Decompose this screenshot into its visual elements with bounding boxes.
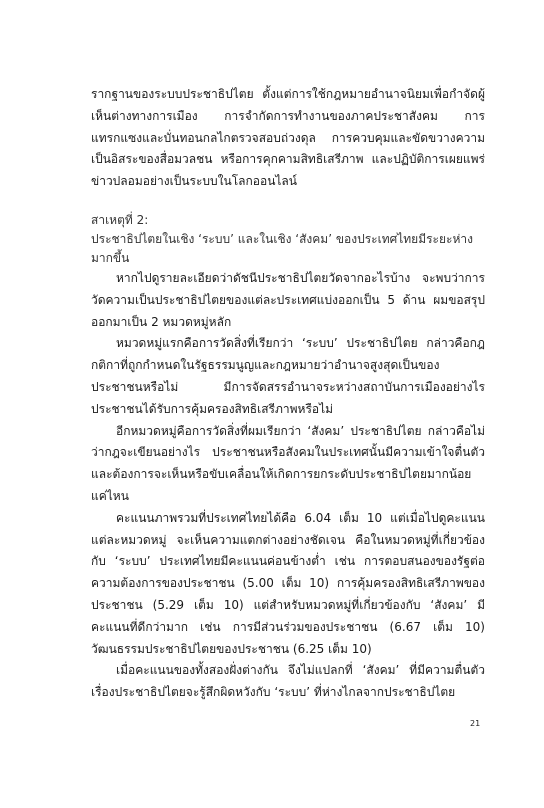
paragraph-intro: รากฐานของระบบประชาธิปไตย ตั้งแต่การใช้กฎหมายอำนาจนิยมเพื่อกำจัดผู้เห็นต่างทางการเมือง การจำกัดการทำงานของภาคประชาสังคม การแทรกแซงและบั่นทอนกลไกตรวจสอบถ่วงดุล การควบคุมและขัดขวางความเป็นอิสระของสื่อมวลชน หรือการคุกคามสิทธิเสรีภาพ และปฏิบัติการเผยแพร่ข่าวปลอมอย่างเป็นระบบในโลกออนไลน์ (91, 87, 485, 189)
section-label: สาเหตุที่ 2: (91, 212, 149, 227)
paragraph-1: หากไปดูรายละเอียดว่าดัชนีประชาธิปไตยวัดจากอะไรบ้าง จะพบว่าการวัดความเป็นประชาธิปไตยของแต่ละประเทศแบ่งออกเป็น 5 ด้าน ผมขอสรุปออกมาเป็น 2 หมวดหมู่หลัก (91, 270, 485, 329)
paragraph-3: อีกหมวดหมู่คือการวัดสิ่งที่ผมเรียกว่า ‘สังคม’ ประชาธิปไตย กล่าวคือไม่ว่ากฎจะเขียนอย่างไร ประชาชนหรือสังคมในประเทศนั้นมีความเข้าใจตื่นตัว และต้องการจะเห็นหรือขับเคลื่อนให้เกิดการยกระดับประชาธิปไตยมากน้อยแค่ไหน (91, 423, 485, 503)
paragraph-5: เมื่อคะแนนของทั้งสองฝั่งต่างกัน จึงไม่แปลกที่ ‘สังคม’ ที่มีความตื่นตัวเรื่องประชาธิปไตยจะรู้สึกผิดหวังกับ ‘ระบบ’ ที่ห่างไกลจากประชาธิปไตย (91, 663, 485, 700)
body-text (91, 84, 485, 704)
paragraph-4: คะแนนภาพรวมที่ประเทศไทยได้คือ 6.04 เต็ม 10 แต่เมื่อไปดูคะแนนแต่ละหมวดหมู่ จะเห็นความแตกต่างอย่างชัดเจน คือในหมวดหมู่ที่เกี่ยวข้องกับ ‘ระบบ’ ประเทศไทยมีคะแนนค่อนข้างต่ำ เช่น การตอบสนองของรัฐต่อความต้องการของประชาชน (5.00 เต็ม 10) การคุ้มครองสิทธิเสรีภาพของประชาชน (5.29 เต็ม 10) แต่สำหรับหมวดหมู่ที่เกี่ยวข้องกับ ‘สังคม’ มีคะแนนที่ดีกว่ามาก เช่น การมีส่วนร่วมของประชาชน (6.67 เต็ม 10) วัฒนธรรมประชาธิปไตยของประชาชน (6.25 เต็ม 10) (91, 510, 485, 656)
section-title: ประชาธิปไตยในเชิง ‘ระบบ’ และในเชิง ‘สังคม’ ของประเทศไทยมีระยะห่างมากขึ้น (91, 231, 473, 265)
paragraph-2: หมวดหมู่แรกคือการวัดสิ่งที่เรียกว่า ‘ระบบ’ ประชาธิปไตย กล่าวคือกฎกติกาที่ถูกกำหนดในรัฐธรรมนูญและกฎหมายว่าอำนาจสูงสุดเป็นของประชาชนหรือไม่ มีการจัดสรรอำนาจระหว่างสถาบันการเมืองอย่างไร ประชาชนได้รับการคุ้มครองสิทธิเสรีภาพหรือไม่ (91, 336, 485, 416)
page-number: 21 (470, 719, 481, 728)
